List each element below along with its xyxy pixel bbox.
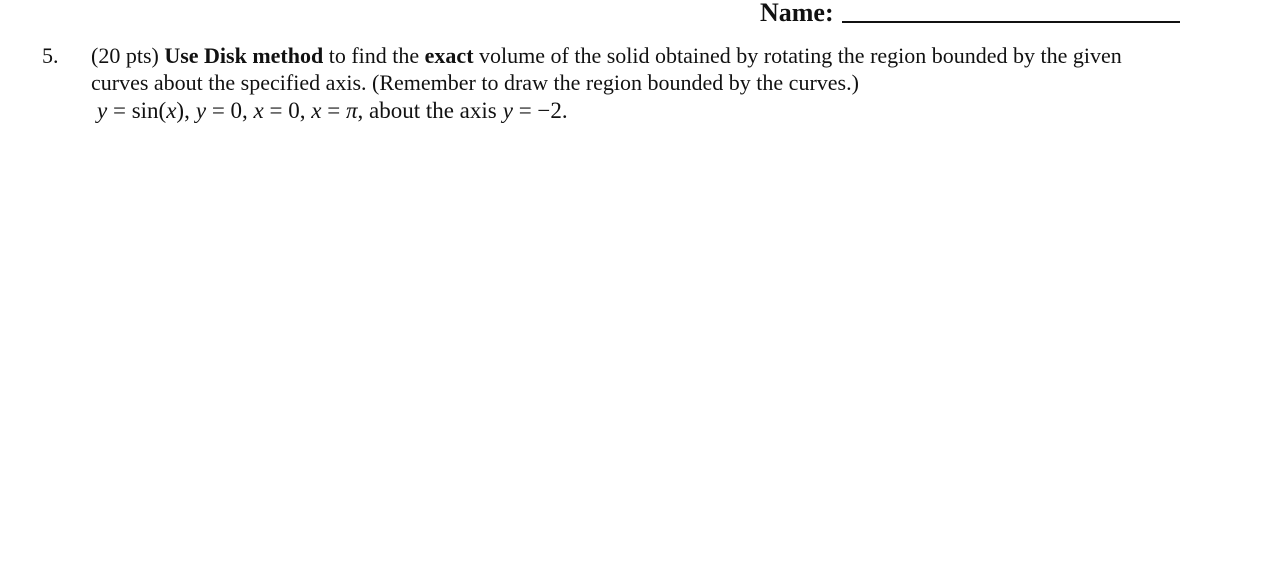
math-eq3: = 0, bbox=[263, 98, 312, 123]
math-y2: y bbox=[195, 98, 207, 123]
math-x2: x bbox=[253, 98, 264, 123]
math-eq1-close: ), bbox=[176, 98, 190, 123]
math-x1: x bbox=[166, 98, 177, 123]
question-equation bbox=[91, 97, 1241, 124]
math-eq2: = 0, bbox=[206, 98, 254, 123]
math-eq5: = −2. bbox=[512, 98, 568, 123]
question-body bbox=[91, 42, 1241, 124]
question-number: 5. bbox=[42, 43, 59, 68]
name-blank-line[interactable] bbox=[842, 21, 1180, 23]
question-line-2: curves about the specified axis. (Remember to draw the region bounded by the curves.) bbox=[91, 70, 859, 95]
name-label: Name: bbox=[760, 0, 834, 27]
math-eq1: = sin( bbox=[107, 98, 167, 123]
question-text-a: to find the bbox=[328, 43, 420, 68]
math-pi: π bbox=[345, 98, 358, 123]
question-method: Use Disk method bbox=[164, 43, 324, 68]
math-x3: x bbox=[311, 98, 322, 123]
math-y1: y bbox=[97, 98, 108, 123]
math-about: , about the axis bbox=[357, 98, 497, 123]
question-points: (20 pts) bbox=[91, 43, 159, 68]
question-exact: exact bbox=[424, 43, 474, 68]
math-eq4: = bbox=[321, 98, 346, 123]
name-field bbox=[760, 0, 1180, 26]
question-text-b: volume of the solid obtained by rotating the region bounded by the given bbox=[479, 43, 1122, 68]
math-y3: y bbox=[502, 98, 513, 123]
question-line-1 bbox=[91, 42, 1241, 69]
